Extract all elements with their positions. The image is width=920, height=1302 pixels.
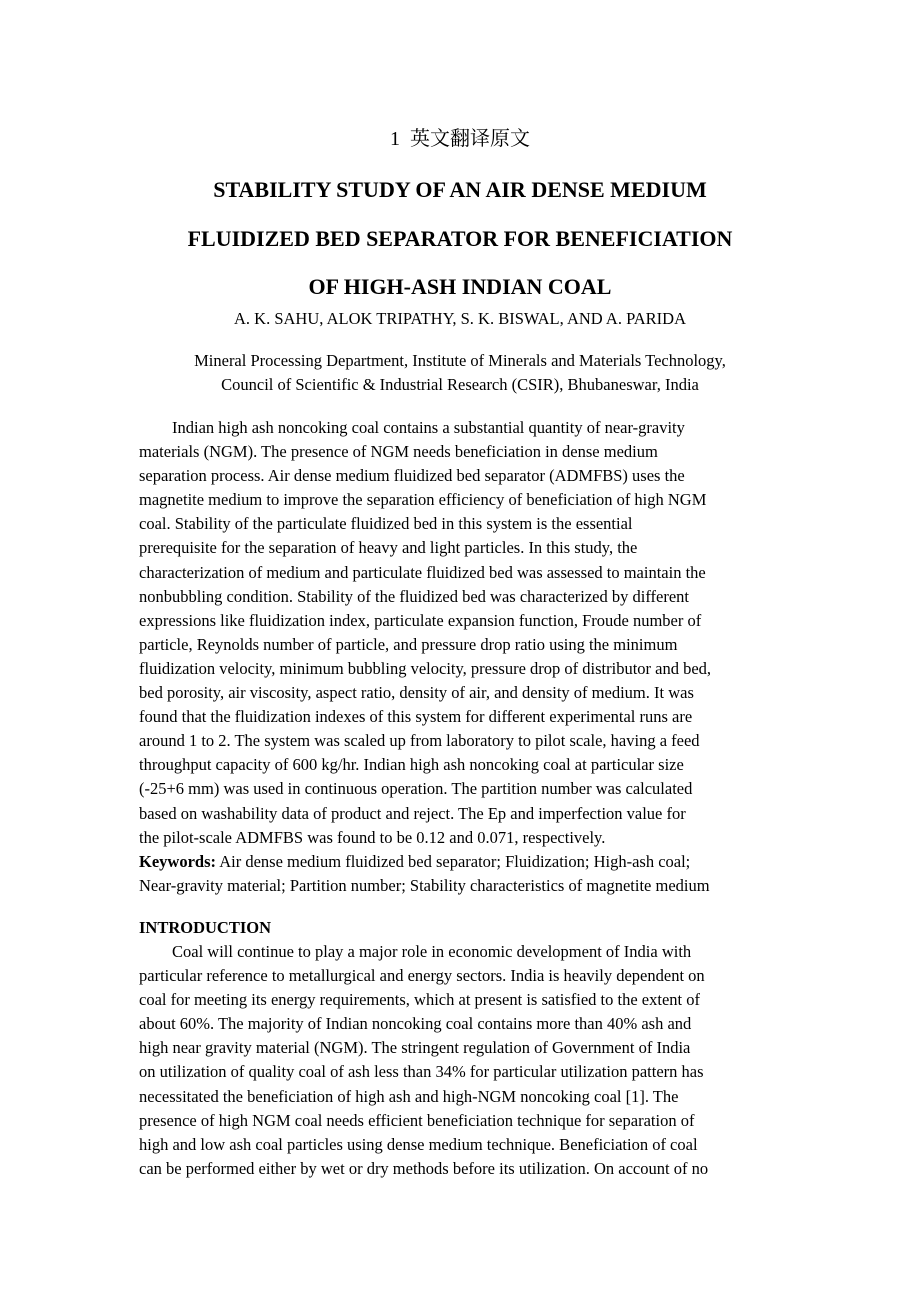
abstract-line: expressions like fluidization index, particulate expansion function, Froude number of (139, 610, 702, 630)
introduction-heading: INTRODUCTION (139, 918, 272, 937)
intro-line: presence of high NGM coal needs efficient beneficiation technique for separation of (139, 1110, 695, 1130)
abstract-line: based on washability data of product and reject. The Ep and imperfection value for (139, 803, 686, 823)
affiliation-line: Council of Scientific & Industrial Research (CSIR), Bhubaneswar, India (221, 375, 699, 394)
keywords-label: Keywords: (139, 851, 216, 871)
keywords-text: Air dense medium fluidized bed separator; Fluidization; High-ash coal; (216, 851, 691, 871)
abstract-line: materials (NGM). The presence of NGM needs beneficiation in dense medium (139, 442, 658, 462)
abstract-line: found that the fluidization indexes of this system for different experimental runs are (139, 707, 693, 727)
abstract-line: magnetite medium to improve the separation efficiency of beneficiation of high NGM (139, 490, 707, 510)
abstract-line: fluidization velocity, minimum bubbling velocity, pressure drop of distributor and bed, (139, 658, 712, 678)
introduction-body (139, 940, 789, 1181)
affiliation (80, 349, 840, 397)
section-heading (0, 124, 920, 153)
abstract-line: coal. Stability of the particulate fluidized bed in this system is the essential (139, 514, 633, 534)
abstract-line: (-25+6 mm) was used in continuous operation. The partition number was calculated (139, 779, 693, 799)
abstract-line: the pilot-scale ADMFBS was found to be 0.12 and 0.071, respectively. (139, 827, 606, 847)
intro-line: about 60%. The majority of Indian noncoking coal contains more than 40% ash and (139, 1014, 692, 1034)
intro-line: necessitated the beneficiation of high ash and high-NGM noncoking coal [1]. The (139, 1086, 679, 1106)
authors: A. K. SAHU, ALOK TRIPATHY, S. K. BISWAL, AND A. PARIDA (234, 309, 686, 328)
abstract-line: nonbubbling condition. Stability of the fluidized bed was characterized by different (139, 586, 689, 606)
intro-line: coal for meeting its energy requirements, which at present is satisfied to the extent of (139, 990, 700, 1010)
section-number: 1 (390, 128, 400, 150)
title-line: OF HIGH-ASH INDIAN COAL (308, 274, 612, 299)
abstract-line: bed porosity, air viscosity, aspect ratio, density of air, and density of medium. It was (139, 683, 694, 703)
abstract-line: around 1 to 2. The system was scaled up from laboratory to pilot scale, having a feed (139, 731, 700, 751)
intro-line: Coal will continue to play a major role in economic development of India with (172, 942, 692, 961)
intro-line: on utilization of quality coal of ash less than 34% for particular utilization pattern has (139, 1062, 704, 1082)
section-heading-text: 英文翻译原文 (410, 126, 530, 150)
abstract-line: characterization of medium and particulate fluidized bed was assessed to maintain the (139, 562, 706, 582)
title-line: STABILITY STUDY OF AN AIR DENSE MEDIUM (213, 177, 707, 202)
intro-line: high and low ash coal particles using dense medium technique. Beneficiation of coal (139, 1134, 698, 1154)
abstract-line: throughput capacity of 600 kg/hr. Indian high ash noncoking coal at particular size (139, 755, 684, 775)
affiliation-line: Mineral Processing Department, Institute of Minerals and Materials Technology, (194, 351, 726, 370)
keywords-line (139, 850, 789, 874)
title-line: FLUIDIZED BED SEPARATOR FOR BENEFICIATION (187, 225, 733, 251)
abstract-line: separation process. Air dense medium fluidized bed separator (ADMFBS) uses the (139, 466, 685, 486)
intro-line: high near gravity material (NGM). The stringent regulation of Government of India (139, 1038, 691, 1058)
intro-line: can be performed either by wet or dry methods before its utilization. On account of no (139, 1158, 709, 1178)
abstract-line: particle, Reynolds number of particle, and pressure drop ratio using the minimum (139, 634, 678, 654)
abstract-line: prerequisite for the separation of heavy and light particles. In this study, the (139, 538, 638, 558)
abstract-line: Indian high ash noncoking coal contains a substantial quantity of near-gravity (172, 418, 685, 437)
paper-title (60, 166, 860, 312)
intro-line: particular reference to metallurgical and energy sectors. India is heavily dependent on (139, 966, 705, 986)
abstract (139, 416, 789, 898)
keywords-line: Near-gravity material; Partition number; Stability characteristics of magnetite medium (139, 875, 710, 895)
